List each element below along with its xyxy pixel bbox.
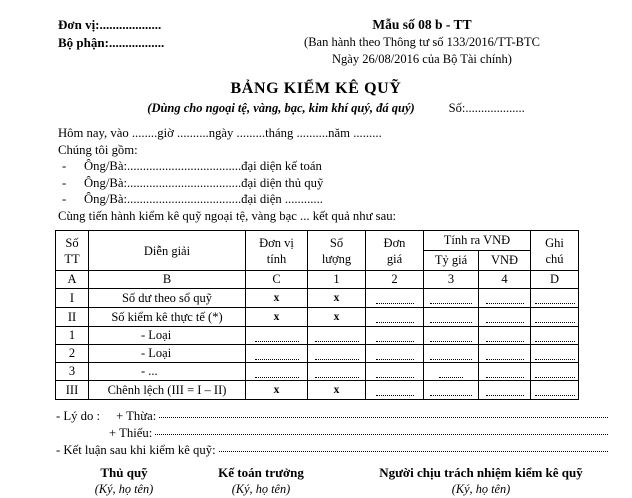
row-qty-cell[interactable] bbox=[308, 345, 366, 363]
table-row bbox=[56, 327, 579, 345]
row-vnd-cell[interactable] bbox=[479, 289, 531, 308]
code-cell-4: 4 bbox=[479, 271, 531, 289]
row-qty-cell bbox=[308, 289, 366, 308]
row-rate-cell[interactable] bbox=[424, 381, 479, 400]
code-cell-a: A bbox=[56, 271, 89, 289]
col-header-note bbox=[531, 231, 579, 271]
inventory-table bbox=[55, 230, 579, 400]
table-row bbox=[56, 345, 579, 363]
row-rate-cell[interactable] bbox=[424, 363, 479, 381]
col-header-unit-line1: Đơn vị bbox=[259, 235, 294, 250]
blank-entry-line[interactable] bbox=[535, 311, 575, 323]
row-rate-cell[interactable] bbox=[424, 308, 479, 327]
code-cell-d: D bbox=[531, 271, 579, 289]
intro-paragraphs bbox=[0, 116, 632, 224]
shortage-label: + Thiếu: bbox=[109, 426, 153, 440]
row-index-cell: III bbox=[56, 381, 89, 400]
row-price-cell[interactable] bbox=[366, 308, 424, 327]
row-description-cell: - Loại bbox=[89, 345, 246, 363]
row-index-cell: I bbox=[56, 289, 89, 308]
col-header-unit bbox=[246, 231, 308, 271]
participant-row bbox=[58, 158, 632, 175]
blank-entry-line[interactable] bbox=[430, 384, 472, 396]
col-header-quantity-line1: Số bbox=[329, 235, 344, 250]
surplus-input-line[interactable] bbox=[159, 406, 608, 418]
table-code-row bbox=[56, 271, 579, 289]
blank-entry-line[interactable] bbox=[486, 366, 524, 378]
participants-intro: Chúng tôi gồm: bbox=[58, 142, 138, 157]
not-applicable-mark: x bbox=[273, 384, 280, 396]
row-unit-cell bbox=[246, 381, 308, 400]
participant-row bbox=[58, 175, 632, 192]
row-vnd-cell[interactable] bbox=[479, 345, 531, 363]
col-header-note-line2: chú bbox=[545, 251, 564, 266]
blank-entry-line[interactable] bbox=[486, 292, 524, 304]
bullet-dash: - bbox=[62, 192, 67, 206]
table-row bbox=[56, 363, 579, 381]
blank-entry-line[interactable] bbox=[255, 348, 299, 360]
row-qty-cell bbox=[308, 308, 366, 327]
table-row bbox=[56, 381, 579, 400]
blank-entry-line[interactable] bbox=[486, 348, 524, 360]
col-header-exchange-rate: Tỷ giá bbox=[424, 251, 479, 271]
blank-entry-line[interactable] bbox=[376, 366, 414, 378]
signature-note: (Ký, họ tên) bbox=[451, 482, 511, 496]
row-qty-cell[interactable] bbox=[308, 327, 366, 345]
reason-label: - Lý do : bbox=[56, 409, 101, 423]
blank-entry-line[interactable] bbox=[430, 330, 472, 342]
signature-block-chief-accountant bbox=[186, 464, 336, 498]
row-vnd-cell[interactable] bbox=[479, 327, 531, 345]
table-header-row bbox=[56, 231, 579, 251]
col-header-vnd: VNĐ bbox=[479, 251, 531, 271]
row-rate-cell[interactable] bbox=[424, 289, 479, 308]
inventory-table-wrap bbox=[0, 224, 632, 400]
table-row bbox=[56, 289, 579, 308]
blank-entry-line[interactable] bbox=[439, 366, 463, 378]
blank-entry-line[interactable] bbox=[535, 384, 575, 396]
blank-entry-line[interactable] bbox=[535, 366, 575, 378]
row-note-cell[interactable] bbox=[531, 289, 579, 308]
signature-block-treasurer bbox=[62, 464, 186, 498]
conclusion-line bbox=[56, 442, 632, 459]
blank-entry-line[interactable] bbox=[486, 311, 524, 323]
blank-entry-line[interactable] bbox=[430, 311, 472, 323]
col-header-note-line1: Ghi bbox=[545, 235, 564, 250]
row-description-cell: - Loại bbox=[89, 327, 246, 345]
row-note-cell[interactable] bbox=[531, 308, 579, 327]
organization-block bbox=[58, 16, 248, 52]
row-price-cell[interactable] bbox=[366, 289, 424, 308]
participant-text: Ông/Bà:....................................đại diện thủ quỹ bbox=[84, 175, 324, 190]
blank-entry-line[interactable] bbox=[376, 348, 414, 360]
signature-note: (Ký, họ tên) bbox=[94, 482, 154, 496]
blank-entry-line[interactable] bbox=[315, 330, 359, 342]
row-note-cell[interactable] bbox=[531, 327, 579, 345]
row-index-cell: 3 bbox=[56, 363, 89, 381]
col-header-price-line2: giá bbox=[386, 251, 403, 266]
blank-entry-line[interactable] bbox=[535, 292, 575, 304]
row-note-cell[interactable] bbox=[531, 345, 579, 363]
row-unit-cell[interactable] bbox=[246, 327, 308, 345]
col-header-price-line1: Đơn bbox=[383, 235, 406, 250]
row-description-cell: Số dư theo sổ quỹ bbox=[89, 289, 246, 308]
title-block bbox=[0, 80, 632, 116]
participant-row bbox=[58, 191, 632, 208]
result-intro-line: Cùng tiến hành kiểm kê quỹ ngoại tệ, vàng bạc ... kết quả như sau: bbox=[58, 208, 397, 223]
blank-entry-line[interactable] bbox=[376, 330, 414, 342]
signature-note: (Ký, họ tên) bbox=[231, 482, 291, 496]
document-header bbox=[0, 0, 632, 68]
code-cell-2: 2 bbox=[366, 271, 424, 289]
blank-entry-line[interactable] bbox=[255, 330, 299, 342]
blank-entry-line[interactable] bbox=[376, 384, 414, 396]
blank-entry-line[interactable] bbox=[430, 292, 472, 304]
today-line: Hôm nay, vào ........giờ ..........ngày .........tháng ..........năm ......... bbox=[58, 126, 382, 140]
row-price-cell[interactable] bbox=[366, 363, 424, 381]
form-code: Mẫu số 08 b - TT bbox=[372, 17, 472, 32]
row-note-cell[interactable] bbox=[531, 381, 579, 400]
code-cell-c: C bbox=[246, 271, 308, 289]
blank-entry-line[interactable] bbox=[315, 348, 359, 360]
row-vnd-cell[interactable] bbox=[479, 308, 531, 327]
row-rate-cell[interactable] bbox=[424, 345, 479, 363]
form-date-line: Ngày 26/08/2016 của Bộ Tài chính) bbox=[332, 52, 512, 66]
code-cell-b: B bbox=[89, 271, 246, 289]
row-vnd-cell[interactable] bbox=[479, 363, 531, 381]
conclusion-input-line[interactable] bbox=[219, 440, 608, 452]
signature-row bbox=[56, 464, 632, 498]
not-applicable-mark: x bbox=[273, 311, 280, 323]
row-description-cell: - ... bbox=[89, 363, 246, 381]
blank-entry-line[interactable] bbox=[486, 384, 524, 396]
conclusion-label: - Kết luận sau khi kiểm kê quỹ: bbox=[56, 443, 216, 457]
participant-text: Ông/Bà:....................................đại diện ............ bbox=[84, 192, 323, 206]
surplus-label: + Thừa: bbox=[116, 409, 157, 423]
row-vnd-cell[interactable] bbox=[479, 381, 531, 400]
col-header-stt bbox=[56, 231, 89, 271]
col-header-stt-line2: TT bbox=[64, 251, 80, 266]
blank-entry-line[interactable] bbox=[430, 348, 472, 360]
row-index-cell: II bbox=[56, 308, 89, 327]
blank-entry-line[interactable] bbox=[535, 348, 575, 360]
bullet-dash: - bbox=[62, 175, 67, 190]
col-header-unit-line2: tính bbox=[266, 251, 287, 266]
signature-role: Thủ quỹ bbox=[100, 465, 148, 480]
row-unit-cell[interactable] bbox=[246, 363, 308, 381]
row-index-cell: 2 bbox=[56, 345, 89, 363]
col-header-description: Diễn giải bbox=[89, 231, 246, 271]
blank-entry-line[interactable] bbox=[376, 311, 414, 323]
col-header-quantity bbox=[308, 231, 366, 271]
col-header-vnd-group: Tính ra VNĐ bbox=[424, 231, 531, 251]
blank-entry-line[interactable] bbox=[315, 366, 359, 378]
row-index-cell: 1 bbox=[56, 327, 89, 345]
page-title: BẢNG KIỂM KÊ QUỸ bbox=[230, 80, 402, 97]
signature-role: Kế toán trưởng bbox=[218, 465, 304, 480]
row-price-cell[interactable] bbox=[366, 345, 424, 363]
form-reference-block bbox=[238, 16, 606, 68]
table-body bbox=[56, 289, 579, 400]
row-unit-cell bbox=[246, 308, 308, 327]
form-issued-line: (Ban hành theo Thông tư số 133/2016/TT-BTC bbox=[304, 35, 540, 49]
not-applicable-mark: x bbox=[333, 292, 340, 304]
table-row bbox=[56, 308, 579, 327]
row-price-cell[interactable] bbox=[366, 381, 424, 400]
shortage-input-line[interactable] bbox=[155, 423, 608, 435]
row-note-cell[interactable] bbox=[531, 363, 579, 381]
blank-entry-line[interactable] bbox=[486, 330, 524, 342]
participant-text: Ông/Bà:....................................đại diện kế toán bbox=[84, 159, 322, 173]
blank-entry-line[interactable] bbox=[255, 366, 299, 378]
col-header-price bbox=[366, 231, 424, 271]
subtitle-row bbox=[0, 101, 632, 116]
col-header-stt-line1: Số bbox=[65, 235, 79, 250]
row-qty-cell bbox=[308, 381, 366, 400]
document-number-field: Số:................... bbox=[448, 101, 525, 115]
department-field: Bộ phận:................. bbox=[58, 35, 165, 50]
blank-entry-line[interactable] bbox=[535, 330, 575, 342]
row-description-cell: Chênh lệch (III = I – II) bbox=[89, 381, 246, 400]
unit-field: Đơn vị:................... bbox=[58, 17, 162, 32]
row-unit-cell[interactable] bbox=[246, 345, 308, 363]
signature-block-responsible-person bbox=[336, 464, 626, 498]
signature-role: Người chịu trách nhiệm kiểm kê quỹ bbox=[379, 465, 583, 480]
row-unit-cell bbox=[246, 289, 308, 308]
col-header-quantity-line2: lượng bbox=[321, 251, 352, 266]
row-description-cell: Số kiểm kê thực tế (*) bbox=[89, 308, 246, 327]
not-applicable-mark: x bbox=[333, 311, 340, 323]
code-cell-3: 3 bbox=[424, 271, 479, 289]
row-rate-cell[interactable] bbox=[424, 327, 479, 345]
document-footer bbox=[0, 400, 632, 498]
not-applicable-mark: x bbox=[273, 292, 280, 304]
blank-entry-line[interactable] bbox=[376, 292, 414, 304]
bullet-dash: - bbox=[62, 159, 67, 173]
page-subtitle: (Dùng cho ngoại tệ, vàng, bạc, kim khí quý, đá quý) bbox=[147, 101, 415, 115]
row-qty-cell[interactable] bbox=[308, 363, 366, 381]
row-price-cell[interactable] bbox=[366, 327, 424, 345]
code-cell-1: 1 bbox=[308, 271, 366, 289]
not-applicable-mark: x bbox=[333, 384, 340, 396]
